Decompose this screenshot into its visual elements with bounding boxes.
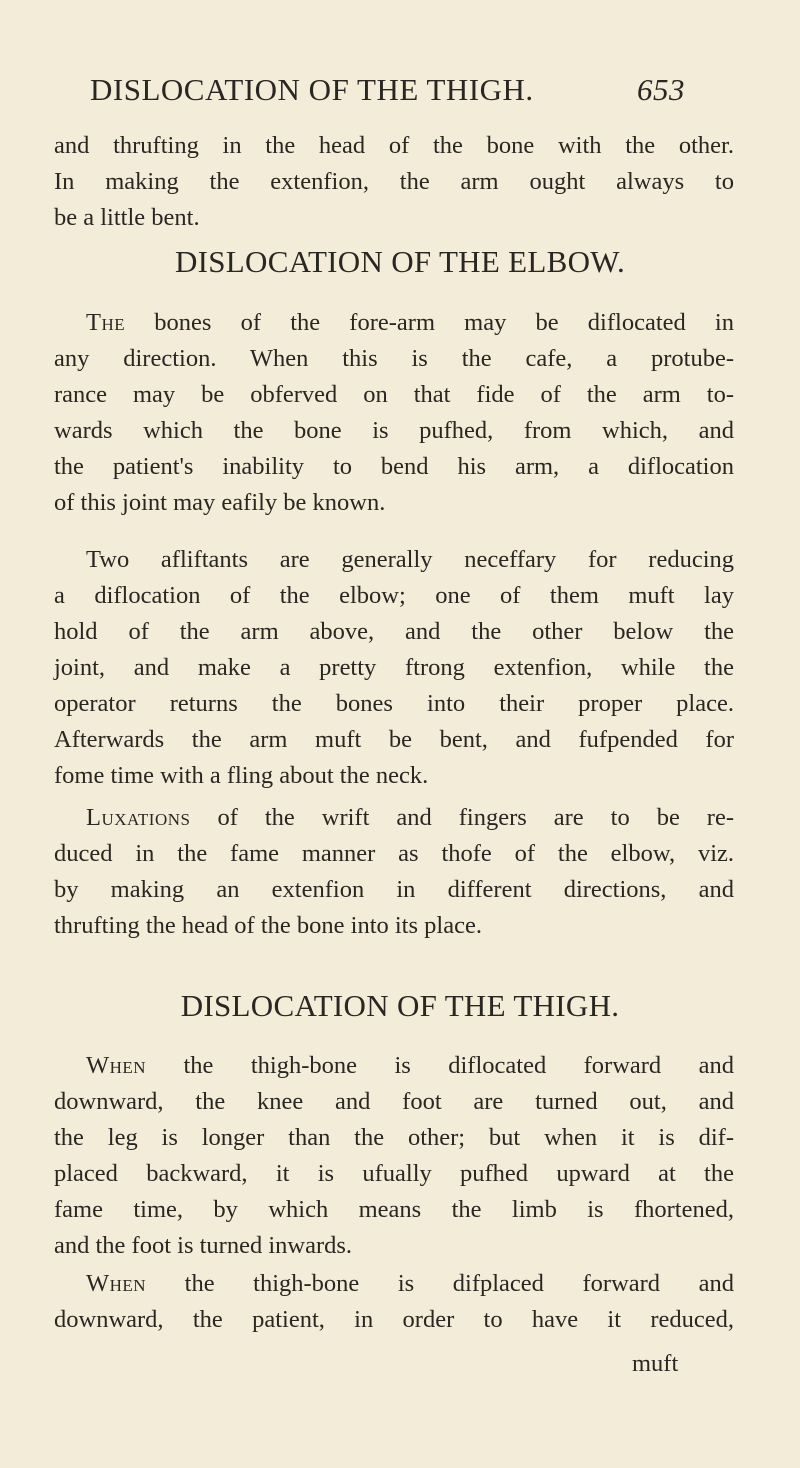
text-line: any direction. When this is the cafe, a protube- bbox=[54, 345, 734, 372]
text-line: be a little bent. bbox=[54, 204, 200, 231]
paragraph-4 bbox=[54, 800, 734, 944]
text-line: the patient's inability to bend his arm, a diflocation bbox=[54, 453, 734, 480]
lead-word: When bbox=[86, 1052, 147, 1079]
text-line: joint, and make a pretty ftrong extenfion, while the bbox=[54, 654, 734, 681]
text-line: thrufting the head of the bone into its place. bbox=[54, 912, 482, 939]
text-line: When the thigh-bone is diflocated forward and bbox=[86, 1052, 734, 1079]
text-line: and the foot is turned inwards. bbox=[54, 1232, 353, 1259]
text-line: fome time with a fling about the neck. bbox=[54, 762, 429, 789]
text-line: a diflocation of the elbow; one of them muft lay bbox=[54, 582, 734, 609]
text-line: of this joint may eafily be known. bbox=[54, 489, 386, 516]
text-line: The bones of the fore-arm may be diflocated in bbox=[86, 309, 734, 336]
running-head-title: DISLOCATION OF THE THIGH. bbox=[90, 72, 534, 107]
catchword: muft bbox=[632, 1350, 679, 1377]
paragraph-2 bbox=[54, 305, 734, 521]
text-line: fame time, by which means the limb is fhortened, bbox=[54, 1196, 734, 1223]
text-line: the leg is longer than the other; but when it is dif- bbox=[54, 1124, 734, 1151]
text-line: In making the extenfion, the arm ought always to bbox=[54, 168, 734, 195]
text-line: hold of the arm above, and the other below the bbox=[54, 618, 734, 645]
text-line: When the thigh-bone is difplaced forward and bbox=[86, 1270, 734, 1297]
text-line: Afterwards the arm muft be bent, and fufpended for bbox=[54, 726, 734, 753]
text-line: Luxations of the wrift and fingers are to be re- bbox=[86, 804, 734, 831]
text-line: downward, the patient, in order to have it reduced, bbox=[54, 1306, 734, 1333]
section-heading-thigh: DISLOCATION OF THE THIGH. bbox=[180, 988, 620, 1023]
paragraph-1 bbox=[54, 128, 734, 236]
text-line: Two afliftants are generally neceffary for reducing bbox=[86, 546, 734, 573]
text-line: downward, the knee and foot are turned out, and bbox=[54, 1088, 734, 1115]
paragraph-3 bbox=[54, 542, 734, 794]
text-line: placed backward, it is ufually pufhed upward at the bbox=[54, 1160, 734, 1187]
text-line: wards which the bone is pufhed, from which, and bbox=[54, 417, 734, 444]
lead-word: The bbox=[86, 309, 126, 336]
lead-word: When bbox=[86, 1270, 147, 1297]
text-line: rance may be obferved on that fide of the arm to- bbox=[54, 381, 734, 408]
paragraph-5 bbox=[54, 1048, 734, 1264]
text-line: and thrufting in the head of the bone with the other. bbox=[54, 132, 734, 159]
lead-word: Luxations bbox=[86, 804, 191, 831]
text-line: operator returns the bones into their proper place. bbox=[54, 690, 734, 717]
text-line: by making an extenfion in different directions, and bbox=[54, 876, 734, 903]
paragraph-6 bbox=[54, 1266, 734, 1338]
page-number: 653 bbox=[637, 72, 685, 107]
section-heading-elbow: DISLOCATION OF THE ELBOW. bbox=[174, 244, 626, 279]
text-line: duced in the fame manner as thofe of the elbow, viz. bbox=[54, 840, 734, 867]
